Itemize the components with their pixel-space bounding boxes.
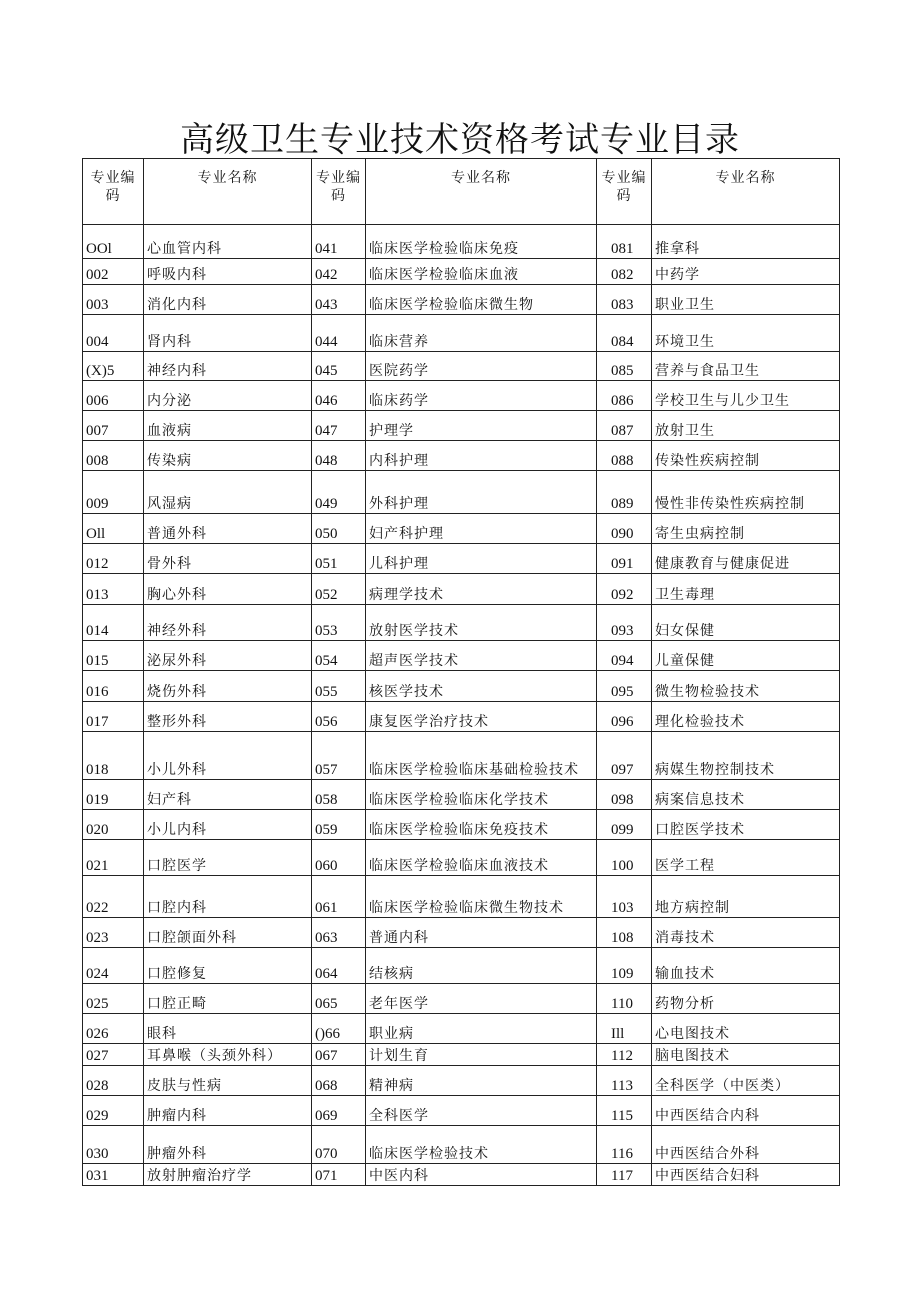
- specialty-name-cell: 药物分析: [652, 984, 840, 1014]
- specialty-code-cell: 063: [312, 918, 366, 948]
- column-header-code: 专业编码: [597, 159, 652, 225]
- specialty-code-cell: 087: [597, 411, 652, 441]
- specialty-name-cell: 儿童保健: [652, 641, 840, 671]
- specialty-code-cell: 022: [83, 876, 144, 918]
- table-row: [83, 514, 840, 544]
- specialty-code-cell: Oll: [83, 514, 144, 544]
- specialty-code-cell: OOl: [83, 225, 144, 259]
- specialty-name-cell: 中西医结合内科: [652, 1096, 840, 1126]
- specialty-code-cell: 098: [597, 780, 652, 810]
- specialty-name-cell: 普通外科: [144, 514, 312, 544]
- specialty-code-cell: 108: [597, 918, 652, 948]
- specialty-name-cell: 全科医学: [366, 1096, 597, 1126]
- page-title: 高级卫生专业技术资格考试专业目录: [180, 120, 740, 160]
- specialty-code-cell: 109: [597, 948, 652, 984]
- specialty-name-cell: 中医内科: [366, 1164, 597, 1186]
- specialty-code-cell: 047: [312, 411, 366, 441]
- specialty-code-cell: 018: [83, 732, 144, 780]
- specialty-code-cell: 092: [597, 574, 652, 605]
- specialty-name-cell: 放射卫生: [652, 411, 840, 441]
- specialty-name-cell: 骨外科: [144, 544, 312, 574]
- specialty-code-cell: 030: [83, 1126, 144, 1164]
- specialty-code-cell: 064: [312, 948, 366, 984]
- specialty-code-cell: 117: [597, 1164, 652, 1186]
- specialty-name-cell: 放射医学技术: [366, 605, 597, 641]
- table-row: [83, 471, 840, 514]
- table-row: [83, 918, 840, 948]
- specialty-name-cell: 病理学技术: [366, 574, 597, 605]
- specialty-name-cell: 整形外科: [144, 702, 312, 732]
- specialty-code-cell: 046: [312, 381, 366, 411]
- specialty-name-cell: 健康教育与健康促进: [652, 544, 840, 574]
- table-row: [83, 671, 840, 702]
- specialty-name-cell: 临床医学检验临床微生物技术: [366, 876, 597, 918]
- specialty-code-cell: 041: [312, 225, 366, 259]
- specialty-code-cell: 099: [597, 810, 652, 840]
- specialty-code-cell: 054: [312, 641, 366, 671]
- table-row: [83, 381, 840, 411]
- specialty-name-cell: 职业病: [366, 1014, 597, 1044]
- specialty-code-cell: 044: [312, 315, 366, 352]
- specialty-name-cell: 口腔颌面外科: [144, 918, 312, 948]
- table-row: [83, 948, 840, 984]
- table-row: [83, 259, 840, 285]
- specialty-code-cell: 058: [312, 780, 366, 810]
- specialty-code-cell: 043: [312, 285, 366, 315]
- specialty-name-cell: 输血技术: [652, 948, 840, 984]
- specialty-code-cell: 090: [597, 514, 652, 544]
- specialty-name-cell: 传染性疾病控制: [652, 441, 840, 471]
- specialty-name-cell: 理化检验技术: [652, 702, 840, 732]
- table-row: [83, 352, 840, 381]
- specialty-code-cell: 081: [597, 225, 652, 259]
- specialty-name-cell: 临床营养: [366, 315, 597, 352]
- specialty-code-cell: 051: [312, 544, 366, 574]
- specialty-name-cell: 妇产科: [144, 780, 312, 810]
- specialty-name-cell: 心血管内科: [144, 225, 312, 259]
- specialty-code-cell: 029: [83, 1096, 144, 1126]
- specialty-name-cell: 临床药学: [366, 381, 597, 411]
- specialty-name-cell: 病媒生物控制技术: [652, 732, 840, 780]
- specialty-name-cell: 神经外科: [144, 605, 312, 641]
- specialty-name-cell: 肾内科: [144, 315, 312, 352]
- specialty-code-cell: 060: [312, 840, 366, 876]
- specialty-name-cell: 外科护理: [366, 471, 597, 514]
- specialty-code-cell: 068: [312, 1066, 366, 1096]
- specialty-name-cell: 康复医学治疗技术: [366, 702, 597, 732]
- specialty-code-cell: 069: [312, 1096, 366, 1126]
- specialty-code-cell: 007: [83, 411, 144, 441]
- column-header-code: 专业编码: [83, 159, 144, 225]
- specialty-code-cell: 056: [312, 702, 366, 732]
- specialty-code-cell: 112: [597, 1044, 652, 1066]
- specialty-name-cell: 慢性非传染性疾病控制: [652, 471, 840, 514]
- specialty-name-cell: 临床医学检验临床微生物: [366, 285, 597, 315]
- specialty-name-cell: 肿瘤内科: [144, 1096, 312, 1126]
- specialty-code-cell: 110: [597, 984, 652, 1014]
- specialty-code-cell: 071: [312, 1164, 366, 1186]
- specialty-code-cell: 085: [597, 352, 652, 381]
- table-row: [83, 876, 840, 918]
- table-row: [83, 574, 840, 605]
- specialty-name-cell: 胸心外科: [144, 574, 312, 605]
- specialty-name-cell: 学校卫生与儿少卫生: [652, 381, 840, 411]
- specialty-name-cell: 泌尿外科: [144, 641, 312, 671]
- table-row: [83, 1044, 840, 1066]
- specialty-code-cell: 017: [83, 702, 144, 732]
- specialty-code-cell: 067: [312, 1044, 366, 1066]
- specialty-code-cell: 024: [83, 948, 144, 984]
- specialty-name-cell: 内科护理: [366, 441, 597, 471]
- specialty-name-cell: 寄生虫病控制: [652, 514, 840, 544]
- table-row: [83, 1066, 840, 1096]
- specialty-code-cell: 103: [597, 876, 652, 918]
- specialty-code-cell: 116: [597, 1126, 652, 1164]
- specialty-code-cell: 052: [312, 574, 366, 605]
- specialty-name-cell: 皮肤与性病: [144, 1066, 312, 1096]
- specialty-name-cell: 护理学: [366, 411, 597, 441]
- specialty-code-cell: 053: [312, 605, 366, 641]
- specialty-name-cell: 推拿科: [652, 225, 840, 259]
- specialty-code-cell: 055: [312, 671, 366, 702]
- specialty-code-cell: 061: [312, 876, 366, 918]
- specialty-code-cell: 091: [597, 544, 652, 574]
- specialty-name-cell: 口腔医学: [144, 840, 312, 876]
- table-row: [83, 315, 840, 352]
- column-header-name: 专业名称: [144, 159, 312, 225]
- specialty-name-cell: 临床医学检验临床免疫: [366, 225, 597, 259]
- specialty-code-cell: Ill: [597, 1014, 652, 1044]
- specialty-name-cell: 神经内科: [144, 352, 312, 381]
- specialty-code-cell: 002: [83, 259, 144, 285]
- specialty-name-cell: 卫生毒理: [652, 574, 840, 605]
- specialty-code-cell: 094: [597, 641, 652, 671]
- specialty-code-cell: 016: [83, 671, 144, 702]
- specialty-name-cell: 消毒技术: [652, 918, 840, 948]
- specialty-code-cell: 015: [83, 641, 144, 671]
- specialty-code-cell: 027: [83, 1044, 144, 1066]
- specialty-code-cell: 023: [83, 918, 144, 948]
- specialty-code-cell: 083: [597, 285, 652, 315]
- specialty-name-cell: 口腔正畸: [144, 984, 312, 1014]
- specialty-code-cell: 097: [597, 732, 652, 780]
- table-row: [83, 810, 840, 840]
- specialty-code-cell: 095: [597, 671, 652, 702]
- table-row: [83, 1014, 840, 1044]
- table-row: [83, 225, 840, 259]
- table-row: [83, 605, 840, 641]
- column-header-name: 专业名称: [366, 159, 597, 225]
- specialty-name-cell: 医学工程: [652, 840, 840, 876]
- specialty-name-cell: 临床医学检验临床血液技术: [366, 840, 597, 876]
- specialty-name-cell: 口腔医学技术: [652, 810, 840, 840]
- specialty-code-cell: 014: [83, 605, 144, 641]
- column-header-name: 专业名称: [652, 159, 840, 225]
- table-row: [83, 411, 840, 441]
- specialty-code-cell: 006: [83, 381, 144, 411]
- specialty-code-cell: 021: [83, 840, 144, 876]
- specialty-name-cell: 中西医结合妇科: [652, 1164, 840, 1186]
- specialty-code-cell: 028: [83, 1066, 144, 1096]
- specialty-name-cell: 呼吸内科: [144, 259, 312, 285]
- specialty-code-cell: 019: [83, 780, 144, 810]
- specialty-name-cell: 营养与食品卫生: [652, 352, 840, 381]
- specialty-name-cell: 环境卫生: [652, 315, 840, 352]
- specialty-code-cell: 009: [83, 471, 144, 514]
- specialty-code-cell: 065: [312, 984, 366, 1014]
- specialty-name-cell: 传染病: [144, 441, 312, 471]
- specialty-code-cell: ()66: [312, 1014, 366, 1044]
- specialty-code-cell: 070: [312, 1126, 366, 1164]
- specialty-code-cell: 026: [83, 1014, 144, 1044]
- specialty-code-cell: 008: [83, 441, 144, 471]
- specialty-name-cell: 小儿内科: [144, 810, 312, 840]
- table-row: [83, 702, 840, 732]
- specialty-name-cell: 口腔修复: [144, 948, 312, 984]
- specialty-name-cell: 小儿外科: [144, 732, 312, 780]
- specialty-code-cell: 045: [312, 352, 366, 381]
- specialty-name-cell: 血液病: [144, 411, 312, 441]
- specialty-name-cell: 核医学技术: [366, 671, 597, 702]
- specialty-name-cell: 风湿病: [144, 471, 312, 514]
- specialty-name-cell: 心电图技术: [652, 1014, 840, 1044]
- specialty-name-cell: 精神病: [366, 1066, 597, 1096]
- specialty-name-cell: 儿科护理: [366, 544, 597, 574]
- specialty-code-cell: 031: [83, 1164, 144, 1186]
- specialty-code-cell: 004: [83, 315, 144, 352]
- specialty-code-cell: 089: [597, 471, 652, 514]
- specialty-name-cell: 脑电图技术: [652, 1044, 840, 1066]
- specialty-code-cell: 048: [312, 441, 366, 471]
- specialty-code-cell: 096: [597, 702, 652, 732]
- specialty-code-cell: 012: [83, 544, 144, 574]
- specialty-code-cell: 020: [83, 810, 144, 840]
- table-row: [83, 1126, 840, 1164]
- specialty-name-cell: 地方病控制: [652, 876, 840, 918]
- specialty-code-cell: 057: [312, 732, 366, 780]
- specialty-name-cell: 口腔内科: [144, 876, 312, 918]
- specialty-name-cell: 妇产科护理: [366, 514, 597, 544]
- specialty-code-cell: 082: [597, 259, 652, 285]
- specialty-code-cell: 003: [83, 285, 144, 315]
- specialty-name-cell: 老年医学: [366, 984, 597, 1014]
- specialty-name-cell: 超声医学技术: [366, 641, 597, 671]
- specialty-name-cell: 内分泌: [144, 381, 312, 411]
- specialty-name-cell: 消化内科: [144, 285, 312, 315]
- specialty-code-cell: (X)5: [83, 352, 144, 381]
- specialty-code-cell: 025: [83, 984, 144, 1014]
- specialty-name-cell: 全科医学（中医类）: [652, 1066, 840, 1096]
- specialty-name-cell: 临床医学检验技术: [366, 1126, 597, 1164]
- table-row: [83, 544, 840, 574]
- specialty-code-cell: 093: [597, 605, 652, 641]
- table-row: [83, 641, 840, 671]
- table-row: [83, 441, 840, 471]
- specialty-name-cell: 微生物检验技术: [652, 671, 840, 702]
- table-row: [83, 1096, 840, 1126]
- specialty-code-cell: 100: [597, 840, 652, 876]
- specialty-name-cell: 临床医学检验临床血液: [366, 259, 597, 285]
- table-row: [83, 1164, 840, 1186]
- specialty-catalog-table: [82, 158, 840, 1186]
- table-row: [83, 984, 840, 1014]
- specialty-name-cell: 职业卫生: [652, 285, 840, 315]
- specialty-name-cell: 结核病: [366, 948, 597, 984]
- table-row: [83, 780, 840, 810]
- table-header-row: [83, 159, 840, 225]
- specialty-code-cell: 084: [597, 315, 652, 352]
- specialty-code-cell: 049: [312, 471, 366, 514]
- table-row: [83, 732, 840, 780]
- specialty-code-cell: 088: [597, 441, 652, 471]
- specialty-name-cell: 普通内科: [366, 918, 597, 948]
- specialty-name-cell: 临床医学检验临床免疫技术: [366, 810, 597, 840]
- specialty-name-cell: 计划生育: [366, 1044, 597, 1066]
- specialty-name-cell: 眼科: [144, 1014, 312, 1044]
- specialty-name-cell: 医院药学: [366, 352, 597, 381]
- specialty-name-cell: 放射肿瘤治疗学: [144, 1164, 312, 1186]
- table-body: [83, 225, 840, 1186]
- specialty-name-cell: 烧伤外科: [144, 671, 312, 702]
- specialty-code-cell: 115: [597, 1096, 652, 1126]
- specialty-name-cell: 妇女保健: [652, 605, 840, 641]
- specialty-code-cell: 059: [312, 810, 366, 840]
- specialty-name-cell: 耳鼻喉（头颈外科）: [144, 1044, 312, 1066]
- table-row: [83, 285, 840, 315]
- column-header-code: 专业编码: [312, 159, 366, 225]
- specialty-name-cell: 肿瘤外科: [144, 1126, 312, 1164]
- specialty-name-cell: 临床医学检验临床基础检验技术: [366, 732, 597, 780]
- specialty-name-cell: 中西医结合外科: [652, 1126, 840, 1164]
- specialty-code-cell: 013: [83, 574, 144, 605]
- specialty-code-cell: 086: [597, 381, 652, 411]
- specialty-name-cell: 临床医学检验临床化学技术: [366, 780, 597, 810]
- table-row: [83, 840, 840, 876]
- specialty-code-cell: 050: [312, 514, 366, 544]
- specialty-code-cell: 042: [312, 259, 366, 285]
- specialty-code-cell: 113: [597, 1066, 652, 1096]
- specialty-name-cell: 中药学: [652, 259, 840, 285]
- specialty-name-cell: 病案信息技术: [652, 780, 840, 810]
